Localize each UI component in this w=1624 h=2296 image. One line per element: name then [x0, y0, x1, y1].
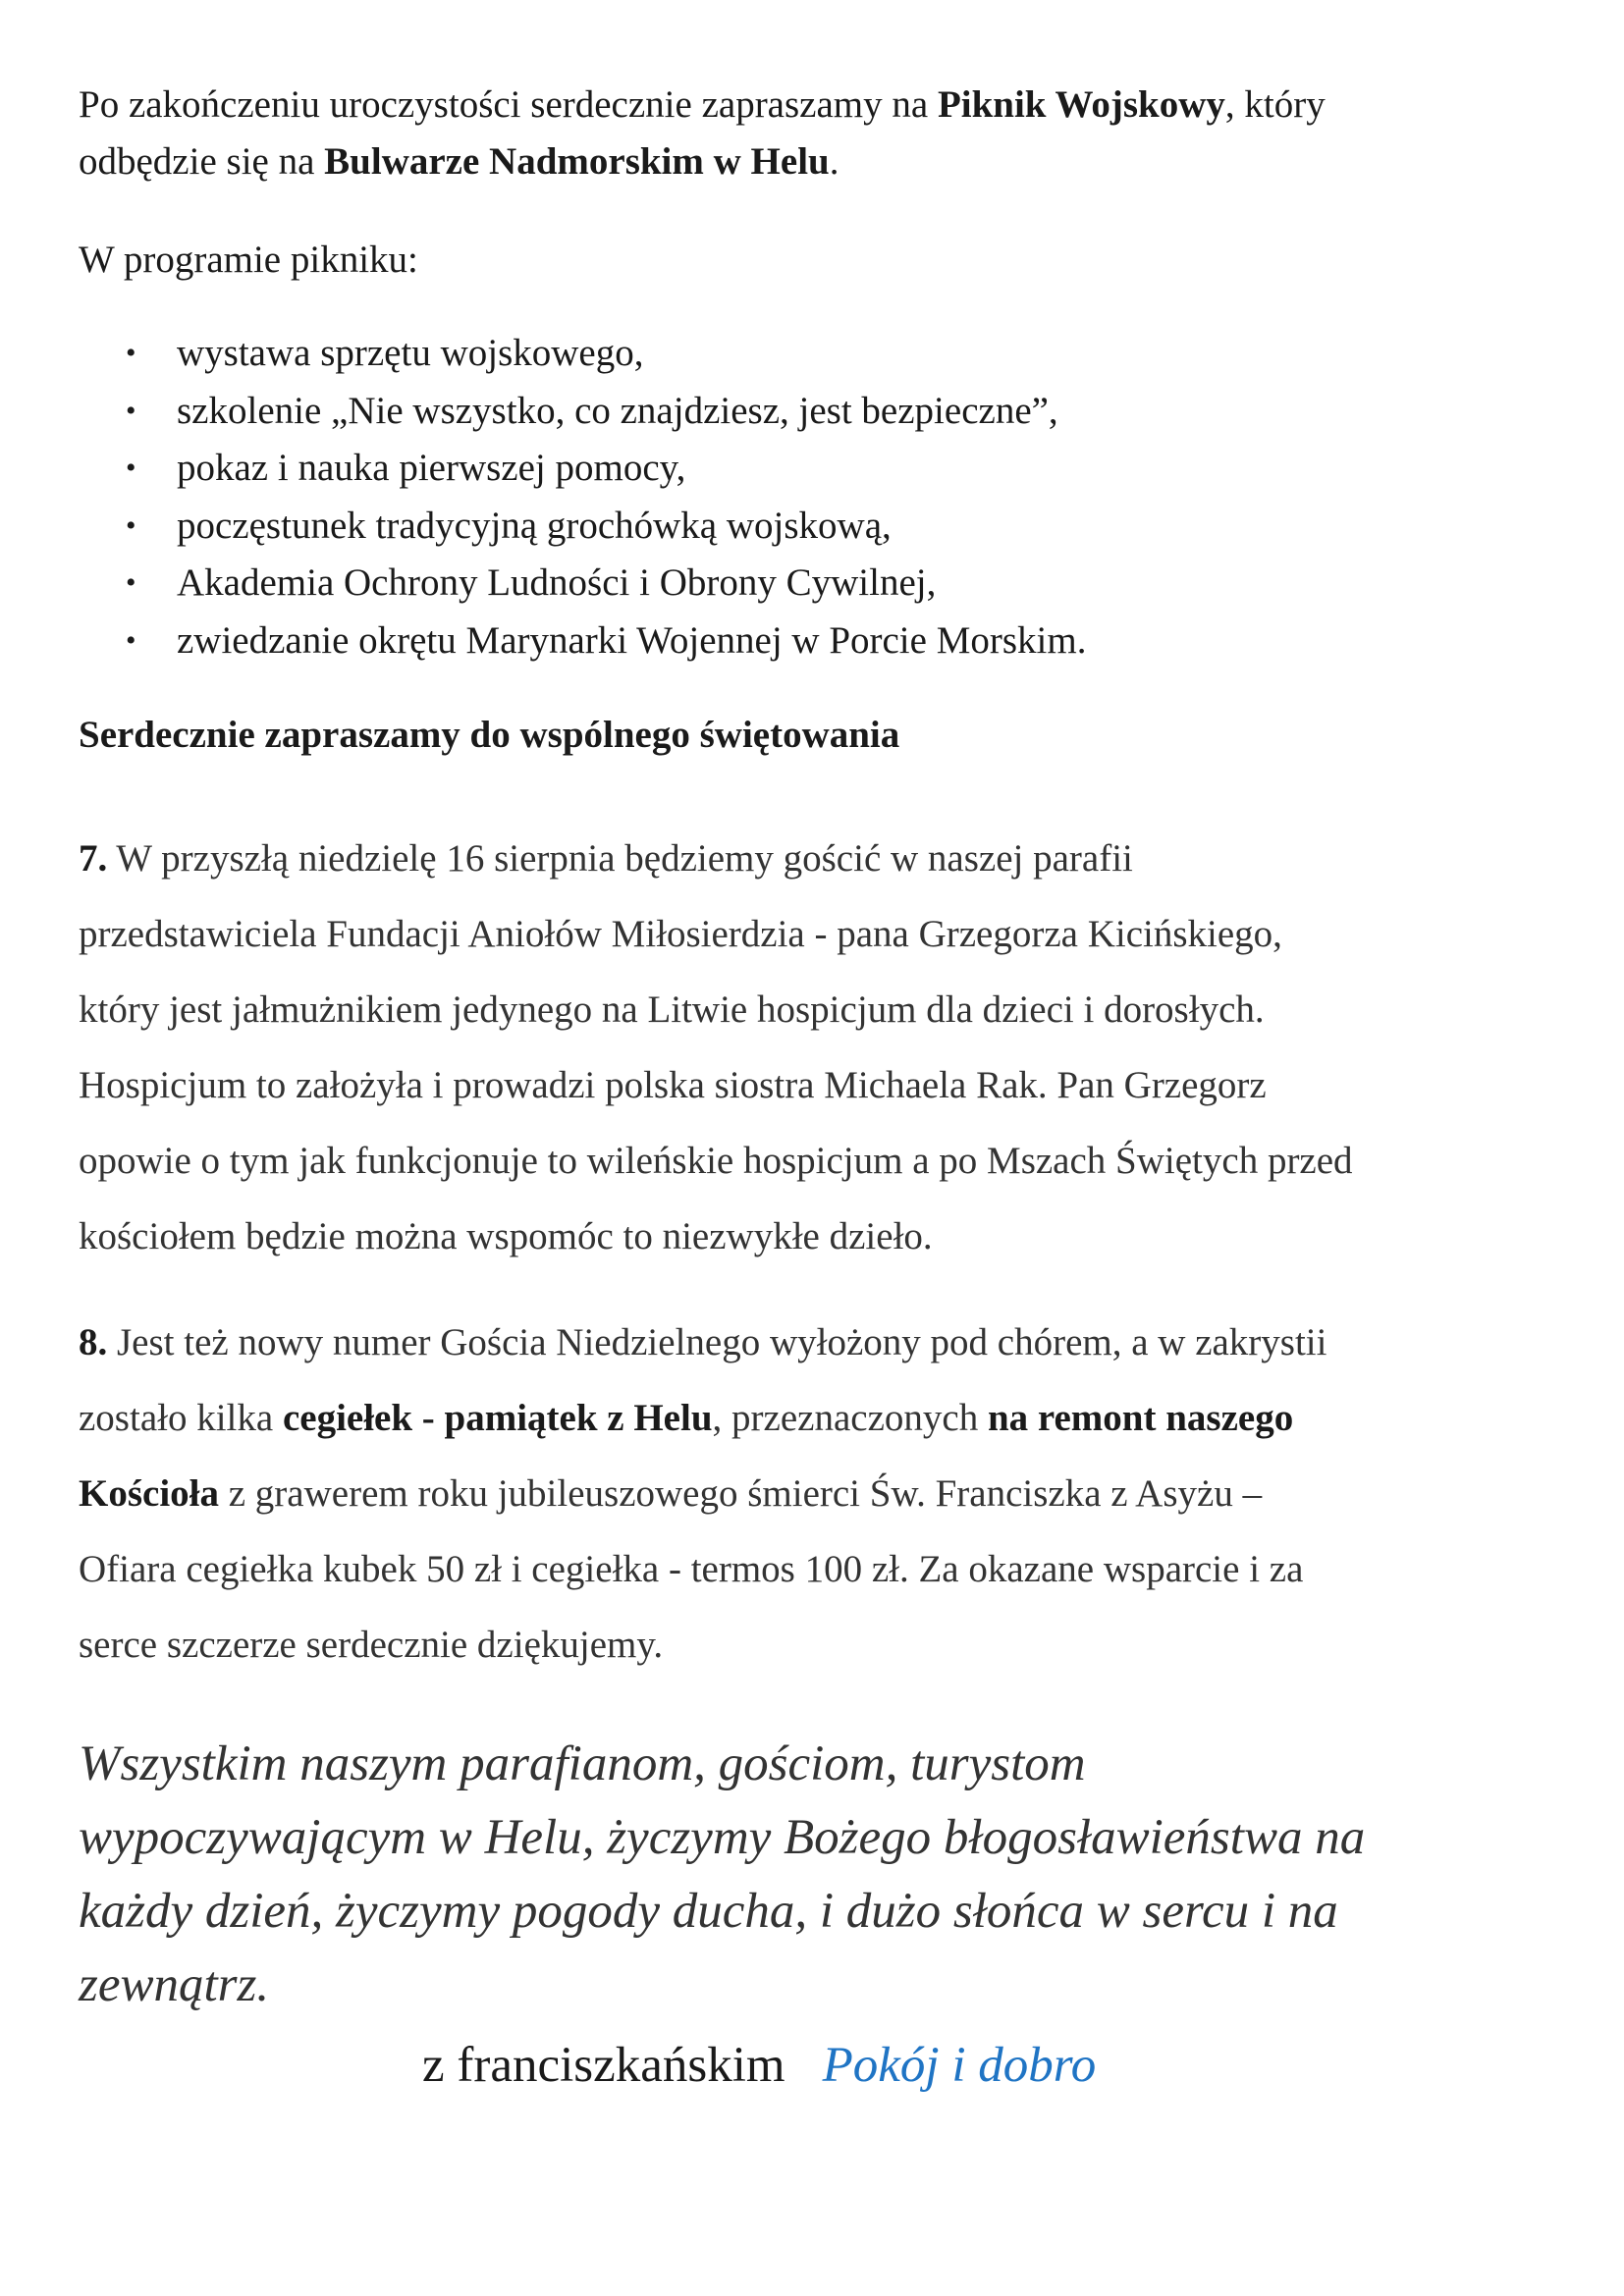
program-item-text: poczęstunek tradycyjną grochówką wojskową, [177, 504, 892, 547]
purpose-text: Kościoła [79, 1472, 219, 1515]
announcement-8-line [79, 1456, 1326, 1531]
announcement-7-line: który jest jałmużnikiem jedynego na Litwie hospicjum dla dzieci i dorosłych. [79, 988, 1265, 1031]
program-item-text: Akademia Ochrony Ludności i Obrony Cywilnej, [177, 561, 937, 604]
announcement-text: zostało kilka [79, 1397, 283, 1439]
program-list [79, 325, 1086, 669]
announcement-8-line: serce szczerze serdecznie dziękujemy. [79, 1624, 664, 1666]
souvenir-name: cegiełek - pamiątek z Helu [282, 1397, 713, 1439]
announcement-8-line [79, 1380, 1326, 1456]
greeting-prefix: z franciszkańskim [422, 2038, 785, 2093]
program-item [79, 383, 1086, 441]
wishes-paragraph [79, 1728, 1365, 2022]
announcement-7 [79, 821, 1353, 1274]
wish-line: Wszystkim naszym parafianom, gościom, turystom [79, 1736, 1086, 1791]
item-number: 8. [79, 1321, 108, 1363]
purpose-text: na remont naszego [987, 1397, 1294, 1439]
intro-paragraph [79, 77, 1326, 190]
wish-line: każdy dzień, życzymy pogody ducha, i dużo słońca w sercu i na [79, 1884, 1338, 1939]
program-item-text: pokaz i nauka pierwszej pomocy, [177, 447, 686, 489]
program-item [79, 325, 1086, 383]
announcement-text: Jest też nowy numer Gościa Niedzielnego wyłożony pod chórem, a w zakrystii [107, 1321, 1327, 1363]
announcement-text: W przyszłą niedzielę 16 sierpnia będziemy gościć w naszej parafii [107, 837, 1133, 880]
bullet-icon: • [126, 452, 136, 484]
program-item-text: zwiedzanie okrętu Marynarki Wojennej w Porcie Morskim. [177, 618, 1087, 662]
intro-line-2 [79, 133, 1326, 190]
program-heading: W programie pikniku: [79, 239, 418, 281]
bullet-icon: • [126, 566, 136, 599]
wish-line: wypoczywającym w Helu, życzymy Bożego błogosławieństwa na [79, 1810, 1366, 1865]
bullet-icon: • [126, 394, 136, 427]
bullet-icon: • [126, 623, 136, 657]
motto-text: Pokój i dobro [822, 2038, 1097, 2093]
announcement-7-line: opowie o tym jak funkcjonuje to wileńskie hospicjum a po Mszach Świętych przed [79, 1140, 1353, 1182]
announcement-7-line: przedstawiciela Fundacji Aniołów Miłosierdzia - pana Grzegorza Kicińskiego, [79, 913, 1282, 955]
picnic-location: Bulwarze Nadmorskim w Helu [324, 140, 830, 183]
announcement-7-line: Hospicjum to założyła i prowadzi polska siostra Michaela Rak. Pan Grzegorz [79, 1064, 1267, 1106]
wish-line: zewnątrz. [79, 1957, 270, 2012]
program-item-text: wystawa sprzętu wojskowego, [177, 332, 644, 374]
intro-text: odbędzie się na [79, 140, 325, 183]
announcement-8 [79, 1305, 1326, 1682]
item-number: 7. [79, 837, 108, 880]
program-item-text: szkolenie „Nie wszystko, co znajdziesz, jest bezpieczne”, [177, 389, 1058, 432]
announcement-8-line: Ofiara cegiełka kubek 50 zł i cegiełka - termos 100 zł. Za okazane wsparcie i za [79, 1548, 1304, 1590]
announcement-text: , przeznaczonych [712, 1397, 988, 1439]
picnic-name: Piknik Wojskowy [937, 83, 1225, 126]
intro-text: Po zakończeniu uroczystości serdecznie zapraszamy na [79, 83, 938, 126]
program-item [79, 613, 1086, 670]
intro-text: . [829, 140, 839, 183]
intro-line-1 [79, 77, 1326, 133]
announcement-7-line: kościołem będzie można wspomóc to niezwykłe dzieło. [79, 1215, 933, 1257]
bullet-icon: • [126, 337, 136, 369]
program-item [79, 440, 1086, 498]
program-item [79, 555, 1086, 613]
invitation-text: Serdecznie zapraszamy do wspólnego świętowania [79, 714, 900, 756]
intro-text: , który [1224, 83, 1326, 126]
announcement-7-line [79, 821, 1353, 896]
bullet-icon: • [126, 508, 136, 542]
franciscan-greeting [422, 2031, 1096, 2100]
program-item [79, 498, 1086, 556]
announcement-text: z grawerem roku jubileuszowego śmierci Św. Franciszka z Asyżu – [219, 1472, 1263, 1515]
announcement-8-line [79, 1305, 1326, 1380]
